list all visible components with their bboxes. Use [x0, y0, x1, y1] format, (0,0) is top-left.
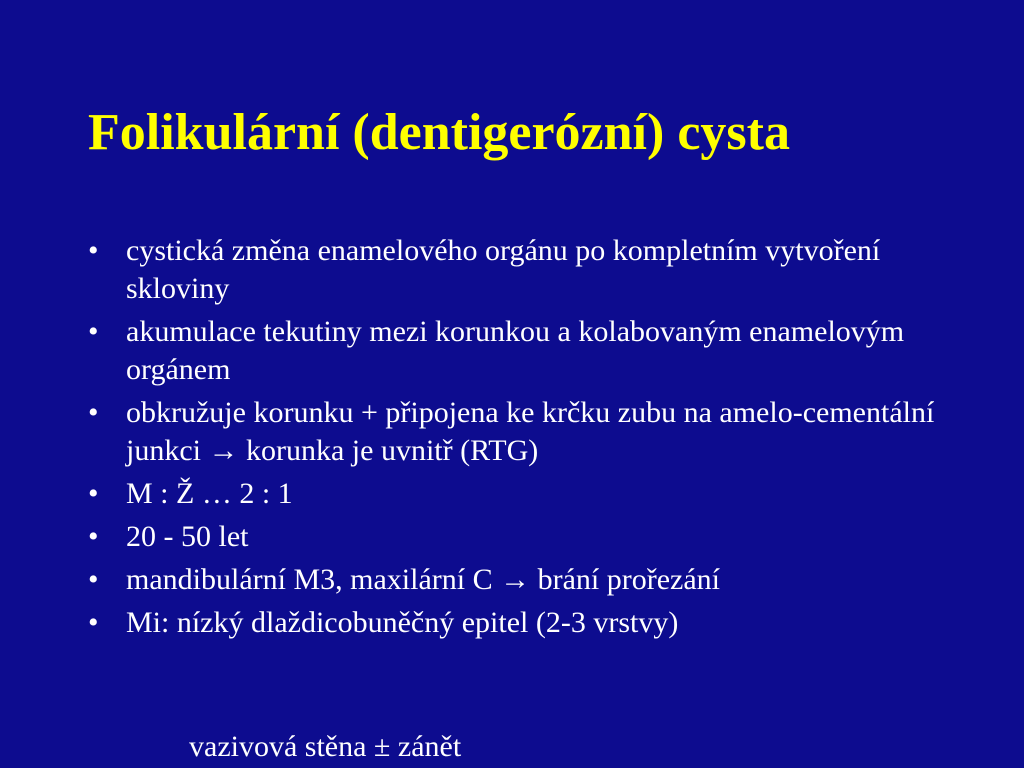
bullet-text: akumulace tekutiny mezi korunkou a kolabovaným enamelovým orgánem [126, 315, 905, 386]
bullet-dot-icon: • [88, 563, 99, 596]
bullet-text: 20 - 50 let [126, 520, 249, 553]
bullet-dot-icon: • [88, 520, 99, 553]
bullet-text: Mi: nízký dlaždicobuněčný epitel (2-3 vrstvy) [126, 606, 679, 639]
bullet-item [0, 313, 1024, 389]
bullet-dot-icon: • [88, 396, 99, 429]
bullet-list [0, 232, 1024, 647]
bullet-dot-icon: • [88, 606, 99, 639]
bullet-item [0, 561, 1024, 599]
bullet-item [0, 394, 1024, 470]
slide-title: Folikulární (dentigerózní) cysta [88, 104, 790, 161]
bullet-item [0, 518, 1024, 556]
bullet-text: cystická změna enamelového orgánu po kompletním vytvoření skloviny [126, 234, 881, 305]
bullet-item [0, 232, 1024, 308]
bullet-continuation: vazivová stěna ± zánět [189, 730, 462, 763]
bullet-dot-icon: • [88, 315, 99, 348]
bullet-text: M : Ž … 2 : 1 [126, 477, 293, 510]
bullet-item [0, 475, 1024, 513]
bullet-dot-icon: • [88, 234, 99, 267]
bullet-text: obkružuje korunku + připojena ke krčku zubu na amelo-cementální junkci → korunka je uvnitř (RTG) [126, 396, 935, 467]
bullet-dot-icon: • [88, 477, 99, 510]
bullet-item [0, 604, 1024, 642]
bullet-text: mandibulární M3, maxilární C → brání prořezání [126, 563, 721, 596]
